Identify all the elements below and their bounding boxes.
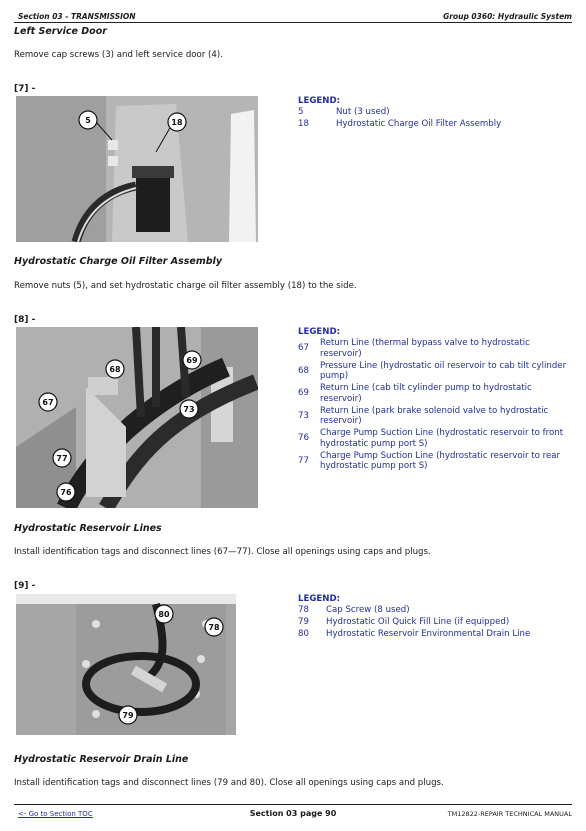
legend-item: 18 Hydrostatic Charge Oil Filter Assembly [298, 119, 502, 129]
legend-item: 78 Cap Screw (8 used) [298, 605, 410, 615]
callout-77: 77 [56, 454, 68, 463]
legend-item: 5 Nut (3 used) [298, 107, 390, 117]
paragraph-reservoir-lines: Install identification tags and disconnect lines (67—77). Close all openings using caps and plugs. [14, 547, 431, 557]
page-header [14, 8, 572, 23]
callout-67: 67 [42, 398, 54, 407]
legend-title: LEGEND: [298, 327, 341, 337]
paragraph-drain-line: Install identification tags and disconnect lines (79 and 80). Close all openings using caps and plugs. [14, 778, 444, 788]
section-toc-link[interactable]: <- Go to Section TOC [18, 810, 93, 818]
paragraph-filter-assembly: Remove nuts (5), and set hydrostatic charge oil filter assembly (18) to the side. [14, 281, 357, 291]
legend-item: 79 Hydrostatic Oil Quick Fill Line (if equipped) [298, 617, 510, 627]
legend-title: LEGEND: [298, 96, 341, 106]
figure-7-legend [298, 96, 573, 131]
legend-item: 80 Hydrostatic Reservoir Environmental Drain Line [298, 629, 531, 639]
legend-item: 68 Pressure Line (hydrostatic oil reservoir to cab tilt cylinder pump) [298, 360, 567, 381]
legend-item: 67 Return Line (thermal bypass valve to hydrostatic reservoir) [298, 338, 530, 359]
figure-7-image [16, 96, 258, 242]
callout-5: 5 [85, 116, 91, 125]
figure-8-image [16, 327, 258, 508]
manual-id: TM12822-REPAIR TECHNICAL MANUAL [447, 810, 572, 818]
callout-80: 80 [158, 610, 170, 619]
figure-7-label: [7] - [14, 84, 36, 94]
header-group: Group 0360: Hydraulic System [443, 12, 572, 21]
callout-79: 79 [122, 711, 134, 720]
page-footer [14, 804, 572, 823]
legend-item: 77 Charge Pump Suction Line (hydrostatic reservoir to rear hydrostatic pump port S) [298, 450, 561, 471]
figure-8-legend [298, 327, 573, 473]
legend-item: 69 Return Line (cab tilt cylinder pump to hydrostatic reservoir) [298, 383, 532, 404]
heading-filter-assembly: Hydrostatic Charge Oil Filter Assembly [14, 256, 223, 267]
legend-item: 73 Return Line (park brake solenoid valve to hydrostatic reservoir) [298, 405, 549, 426]
legend-item: 76 Charge Pump Suction Line (hydrostatic reservoir to front hydrostatic pump port S) [298, 428, 564, 449]
figure-8-label: [8] - [14, 315, 36, 325]
figure-9-image [16, 594, 236, 735]
callout-18: 18 [171, 118, 183, 127]
heading-left-service-door: Left Service Door [14, 26, 107, 37]
callout-78: 78 [208, 623, 220, 632]
callout-69: 69 [186, 356, 198, 365]
figure-9-label: [9] - [14, 581, 36, 591]
heading-reservoir-lines: Hydrostatic Reservoir Lines [14, 523, 162, 534]
page-number: Section 03 page 90 [249, 809, 337, 818]
legend-title: LEGEND: [298, 594, 341, 604]
callout-73: 73 [183, 405, 195, 414]
callout-76: 76 [60, 488, 72, 497]
heading-drain-line: Hydrostatic Reservoir Drain Line [14, 754, 189, 765]
callout-68: 68 [109, 365, 121, 374]
paragraph-left-service-door: Remove cap screws (3) and left service door (4). [14, 50, 223, 60]
figure-9-legend [298, 594, 573, 641]
header-section: Section 03 - TRANSMISSION [18, 12, 136, 21]
